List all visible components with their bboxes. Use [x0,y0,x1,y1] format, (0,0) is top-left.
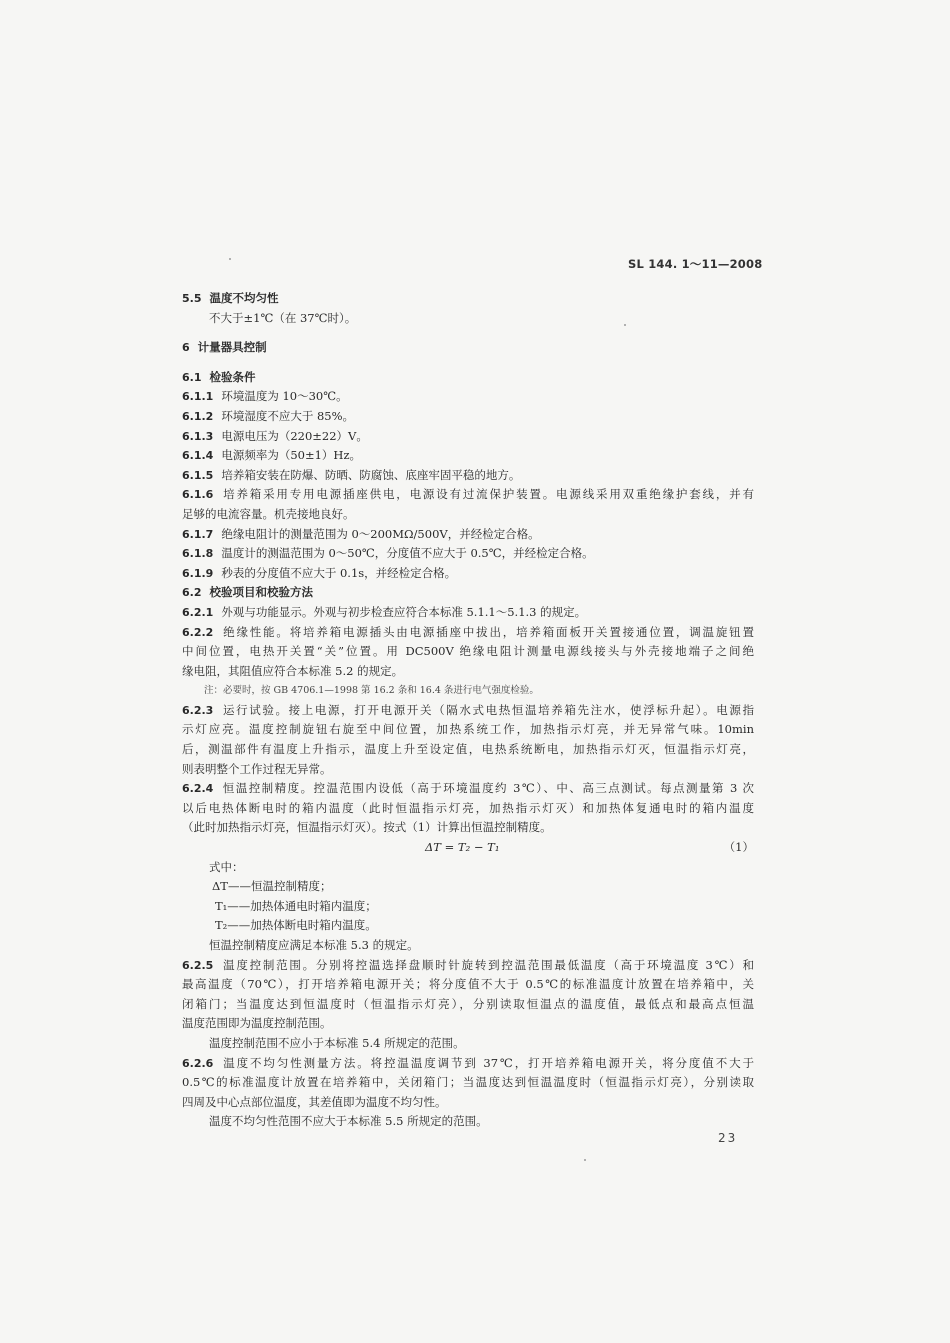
section-number: 6 [182,341,190,355]
clause-number: 6.1.2 [182,409,214,423]
clause [182,466,754,486]
clause-number: 6.1.8 [182,547,214,561]
clause [182,564,754,584]
clause [182,956,754,976]
paragraph-line: 温度控制范围不应小于本标准 5.4 所规定的范围。 [209,1035,465,1050]
formula-number: （1） [723,840,754,855]
variable-definition: T₁——加热体通电时箱内温度； [215,898,377,913]
paragraph-line: 中间位置，电热开关置“关”位置。用 DC500V 绝缘电阻计测量电源线接头与外壳接地端子之间绝 [182,644,754,659]
paragraph-line: （此时加热指示灯亮，恒温指示灯灭）。按式（1）计算出恒温控制精度。 [182,820,552,835]
clause-text: 电源电压为（220±22）V。 [221,428,368,443]
clause [182,446,754,466]
standard-code-header: SL 144. 1～11—2008 [628,257,763,271]
paragraph-line: 温度范围即为温度控制范围。 [182,1016,332,1031]
clause-text: 绝缘电阻计的测量范围为 0～200MΩ/500V，并经检定合格。 [221,526,540,541]
section-title: 计量器具控制 [197,340,267,355]
paragraph-line: 式中： [209,859,244,874]
paragraph-line: 闭箱门；当温度达到恒温度时（恒温指示灯亮），分别读取恒温点的温度值，最低点和最高点恒温 [182,996,754,1011]
formula [182,838,754,858]
section-number: 6.1 [182,370,202,384]
clause-text: 培养箱安装在防爆、防晒、防腐蚀、底座牢固平稳的地方。 [221,467,521,482]
formula-expression: ΔT = T₂ − T₁ [425,840,500,855]
page-number: 23 [718,1131,738,1145]
document-body [182,289,754,1132]
clause-text: 秒表的分度值不应大于 0.1s，并经检定合格。 [221,565,457,580]
paragraph-line: 最高温度（70℃），打开培养箱电源开关；将分度值不大于 0.5℃的标准温度计放置在培养箱中，关 [182,977,754,992]
clause-number: 6.2.4 [182,782,214,796]
clause [182,701,754,721]
section-heading [182,289,754,309]
paragraph-line: 缘电阻，其阻值应符合本标准 5.2 的规定。 [182,663,404,678]
clause-text: 环境湿度不应大于 85%。 [221,408,355,423]
clause [182,407,754,427]
clause-number: 6.1.1 [182,390,214,404]
clause-number: 6.2.2 [182,625,214,639]
clause-text: 温度计的测温范围为 0～50℃，分度值不应大于 0.5℃，并经检定合格。 [221,546,594,561]
clause-number: 6.2.1 [182,605,214,619]
clause-text: 绝缘性能。将培养箱电源插头由电源插座中拔出，培养箱面板开关置接通位置，调温旋钮置 [221,624,754,639]
paragraph-line: 温度不均匀性范围不应大于本标准 5.5 所规定的范围。 [209,1114,488,1129]
section-title: 检验条件 [209,369,256,384]
clause [182,427,754,447]
clause-number: 6.1.9 [182,566,214,580]
section-heading [182,368,754,388]
clause-text: 环境温度为 10～30℃。 [221,389,348,404]
paragraph-line: 0.5℃的标准温度计放置在培养箱中，关闭箱门；当温度达到恒温温度时（恒温指示灯亮），分别读取 [182,1075,754,1090]
scan-speck [584,1159,586,1161]
section-title: 校验项目和校验方法 [209,585,313,600]
clause [182,544,754,564]
clause-number: 6.1.3 [182,429,214,443]
clause-text: 温度不均匀性测量方法。将控温温度调节到 37℃，打开培养箱电源开关，将分度值不大于 [221,1055,754,1070]
clause [182,779,754,799]
clause-number: 6.1.7 [182,527,214,541]
clause-number: 6.2.3 [182,703,214,717]
section-heading [182,583,754,603]
clause-text: 温度控制范围。分别将控温选择盘顺时针旋转到控温范围最低温度（高于环境温度 3℃）和 [221,957,754,972]
clause-text: 恒温控制精度。控温范围内设低（高于环境温度约 3℃）、中、高三点测试。每点测量第 3 次 [221,781,754,796]
clause-text: 培养箱采用专用电源插座供电，电源设有过流保护装置。电源线采用双重绝缘护套线，并有 [221,487,754,502]
section-number: 5.5 [182,292,202,305]
clause-number: 6.1.5 [182,468,214,482]
clause-number: 6.1.4 [182,449,214,463]
variable-definition: ΔT——恒温控制精度； [212,879,332,894]
paragraph-line: 示灯应亮。温度控制旋钮右旋至中间位置，加热系统工作，加热指示灯亮，并无异常气味。10min [182,722,754,737]
chapter-heading [182,338,754,358]
clause [182,603,754,623]
clause [182,1054,754,1074]
clause [182,387,754,407]
paragraph-line: 后，测温部件有温度上升指示，温度上升至设定值，电热系统断电，加热指示灯灭，恒温指示灯亮， [182,742,754,757]
section-title: 温度不均匀性 [209,291,279,305]
clause-number: 6.1.6 [182,488,214,502]
paragraph-line: 以后电热体断电时的箱内温度（此时恒温指示灯亮，加热指示灯灭）和加热体复通电时的箱内温度 [182,800,754,815]
section-number: 6.2 [182,586,202,600]
clause-number: 6.2.6 [182,1056,214,1070]
clause [182,485,754,505]
paragraph-line: 足够的电流容量。机壳接地良好。 [182,506,355,521]
note: 注：必要时，按 GB 4706.1—1998 第 16.2 条和 16.4 条进行电气强度检验。 [204,685,539,697]
paragraph-line: 则表明整个工作过程无异常。 [182,761,332,776]
variable-definition: T₂——加热体断电时箱内温度。 [215,918,377,933]
clause-text: 运行试验。接上电源，打开电源开关（隔水式电热恒温培养箱先注水，使浮标升起）。电源指 [221,702,754,717]
clause [182,623,754,643]
paragraph-line: 恒温控制精度应满足本标准 5.3 的规定。 [209,938,419,952]
scan-speck [229,258,231,260]
clause-number: 6.2.5 [182,958,214,972]
clause-text: 外观与功能显示。外观与初步检查应符合本标准 5.1.1～5.1.3 的规定。 [221,604,587,619]
paragraph-line: 四周及中心点部位温度，其差值即为温度不均匀性。 [182,1094,447,1109]
clause [182,525,754,545]
clause-text: 电源频率为（50±1）Hz。 [221,448,362,463]
paragraph-line: 不大于±1℃（在 37℃时）。 [209,310,357,325]
